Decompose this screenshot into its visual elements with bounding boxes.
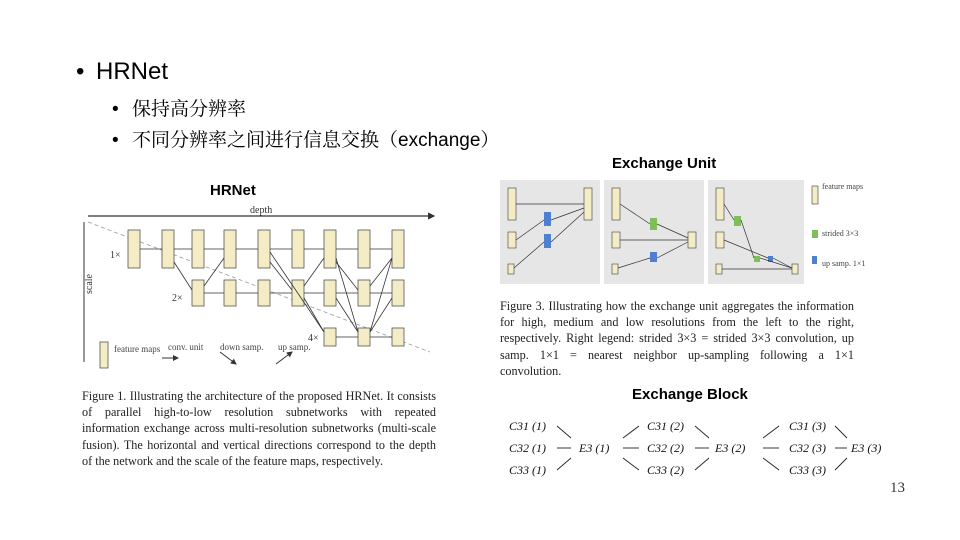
c31-1: C31 (1) bbox=[509, 419, 546, 433]
c33-1: C33 (1) bbox=[509, 463, 546, 477]
legend-feature-maps: feature maps bbox=[822, 182, 864, 191]
depth-label: depth bbox=[250, 205, 273, 216]
sub-bullet-2 bbox=[112, 125, 499, 152]
hrnet-label: HRNet bbox=[210, 182, 256, 199]
bullet-dot: • bbox=[112, 130, 119, 151]
e3-3: E3 (3) bbox=[851, 441, 882, 455]
row-label-1x: 1× bbox=[110, 250, 121, 261]
row-label-4x: 4× bbox=[308, 333, 319, 344]
sub-bullet-1 bbox=[112, 94, 246, 121]
legend-up-arrow bbox=[276, 352, 292, 364]
legend-down-arrow bbox=[220, 352, 236, 364]
legend-down-samp: down samp. bbox=[220, 342, 264, 352]
exchange-unit-caption: Figure 3. Illustrating how the exchange unit aggregates the information for high, medium and low resolutions from the left to the right, respectively. Right legend: strided 3×3 = strided 3×3 convolution, up samp. 1×1 = nearest neighbor up-sampling following a 1×1 convolution. bbox=[500, 299, 854, 378]
main-bullet-text: HRNet bbox=[96, 58, 169, 85]
exchange-unit-figure bbox=[500, 180, 866, 286]
legend-strided: strided 3×3 bbox=[822, 229, 859, 238]
exchange-unit-label: Exchange Unit bbox=[612, 155, 717, 172]
c31-3: C31 (3) bbox=[789, 419, 826, 433]
legend-feature-maps: feature maps bbox=[114, 344, 161, 354]
main-bullet bbox=[76, 58, 168, 86]
legend-up-samp: up samp. bbox=[278, 342, 311, 352]
page-number: 13 bbox=[890, 480, 905, 496]
c33-3: C33 (3) bbox=[789, 463, 826, 477]
c31-2: C31 (2) bbox=[647, 419, 684, 433]
sub-bullet-2-text: 不同分辨率之间进行信息交换（exchange） bbox=[132, 130, 500, 151]
hrnet-caption: Figure 1. Illustrating the architecture of the proposed HRNet. It consists of parallel high-to-low resolution subnetworks with repeated information exchange across multi-resolution subnetworks (multi-scale fusion). The horizontal and vertical directions correspond to the depth of the network and the scale of the feature maps, respectively. bbox=[82, 389, 436, 468]
exchange-block-label: Exchange Block bbox=[632, 386, 748, 403]
scale-label: scale bbox=[84, 274, 95, 294]
legend-conv-unit: conv. unit bbox=[168, 342, 204, 352]
c33-2: C33 (2) bbox=[647, 463, 684, 477]
e3-1: E3 (1) bbox=[579, 441, 610, 455]
sub-bullet-1-text: 保持高分辨率 bbox=[132, 99, 247, 120]
hrnet-architecture-figure bbox=[80, 202, 440, 374]
legend-feature-map-icon bbox=[100, 342, 108, 368]
c32-1: C32 (1) bbox=[509, 441, 546, 455]
exchange-block-equation bbox=[505, 410, 905, 484]
row1-feature-maps bbox=[128, 230, 404, 268]
legend-upsample: up samp. 1×1 bbox=[822, 259, 866, 268]
e3-2: E3 (2) bbox=[715, 441, 746, 455]
row-label-2x: 2× bbox=[172, 293, 183, 304]
c32-3: C32 (3) bbox=[789, 441, 826, 455]
bullet-dot: • bbox=[112, 99, 119, 120]
bullet-dot: • bbox=[76, 58, 85, 85]
c32-2: C32 (2) bbox=[647, 441, 684, 455]
